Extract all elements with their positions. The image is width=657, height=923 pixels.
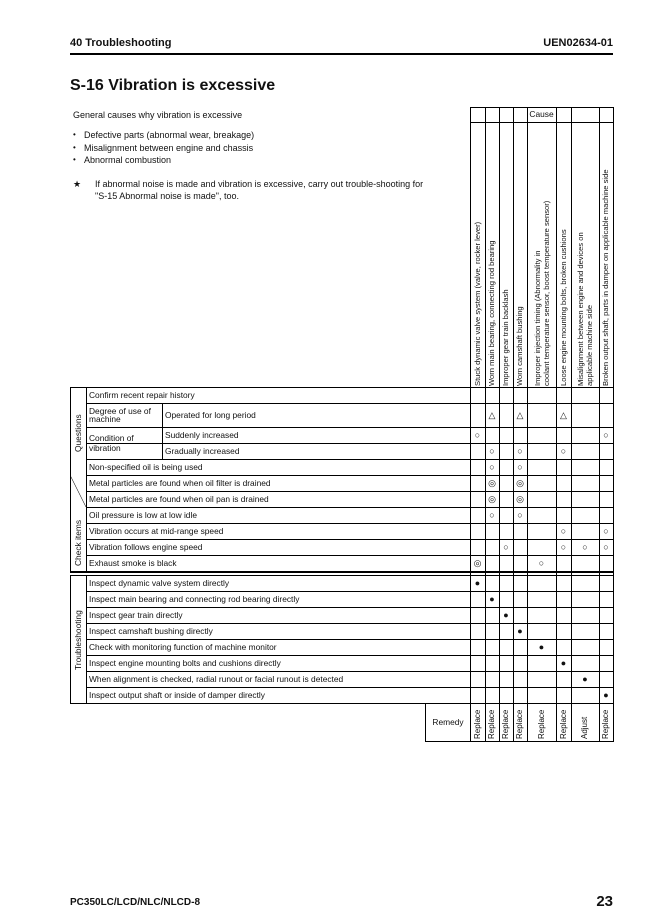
row-group-label — [86, 403, 151, 427]
filled-circle-icon: ● — [538, 642, 545, 652]
section-border — [70, 575, 71, 703]
row-line — [470, 703, 614, 704]
circle-icon: ○ — [489, 446, 495, 456]
triangle-icon: △ — [488, 410, 496, 420]
row-label: Inspect main bearing and connecting rod bearing directly — [89, 594, 300, 604]
circle-icon: ○ — [603, 542, 609, 552]
page-number: 23 — [596, 893, 613, 910]
cause-label-line: coolant temperature sensor, boost temperature sensor) — [541, 200, 550, 386]
list-item: • Misalignment between engine and chassis — [73, 142, 254, 155]
remedy-value: Replace — [515, 709, 524, 739]
row-label: Confirm recent repair history — [89, 390, 195, 400]
remedy-col-line — [556, 703, 557, 741]
cause-label-line: Misalignment between engine and devices on — [576, 232, 585, 386]
footer-model: PC350LC/LCD/NLC/NLCD-8 — [70, 897, 201, 908]
cause-label-line: Worn main bearing, connecting rod bearing — [487, 240, 496, 386]
cause-label-line: Improper gear train backlash — [501, 289, 510, 386]
cause-label-line: Broken output shaft, parts in damper on applicable machine side — [601, 169, 610, 386]
column-line — [571, 107, 572, 703]
row-label: When alignment is checked, radial runout or facial runout is detected — [89, 674, 344, 684]
header-rule — [70, 53, 613, 55]
row-label: Operated for long period — [165, 410, 256, 420]
row-line — [70, 703, 470, 704]
intro-text: General causes why vibration is excessive — [73, 110, 243, 120]
filled-circle-icon: ● — [503, 610, 509, 620]
filled-circle-icon: ● — [474, 578, 481, 588]
row-group-line: Degree of use of — [89, 405, 151, 416]
double-circle-icon: ◎ — [516, 478, 524, 488]
page-title: S-16 Vibration is excessive — [70, 77, 276, 94]
circle-icon: ○ — [603, 430, 609, 440]
cause-header-border — [470, 107, 614, 108]
column-line — [470, 107, 471, 741]
row-label: Suddenly increased — [165, 430, 239, 440]
filled-circle-icon: ● — [517, 626, 523, 636]
star-icon: ★ — [73, 179, 82, 189]
row-label: Gradually increased — [165, 446, 240, 456]
row-label: Inspect gear train directly — [89, 610, 183, 620]
row-group-line: Condition of — [89, 433, 134, 443]
row-label: Inspect engine mounting bolts and cushions directly — [89, 658, 281, 668]
circle-icon: ○ — [517, 446, 523, 456]
note-text: If abnormal noise is made and vibration is excessive, carry out trouble-shooting for "S-15 Abnormal noise is made", too. — [95, 179, 424, 201]
circle-icon: ○ — [560, 542, 567, 552]
section-label-questions: Questions — [73, 414, 83, 452]
cause-label-line: Stuck dynamic valve system (valve, rocker lever) — [472, 221, 482, 386]
column-line — [613, 107, 614, 703]
cause-label — [516, 306, 525, 386]
row-label: Inspect camshaft bushing directly — [89, 626, 213, 636]
filled-circle-icon: ● — [582, 674, 588, 684]
remedy-value: Replace — [487, 709, 496, 739]
section-divider — [70, 475, 86, 507]
remedy-label: Remedy — [432, 717, 464, 727]
row-group-label — [86, 427, 134, 459]
cause-label — [488, 241, 497, 387]
general-causes-list — [73, 129, 254, 167]
filled-circle-icon: ● — [560, 658, 567, 668]
column-line — [599, 107, 600, 703]
triangle-icon: △ — [560, 410, 567, 420]
remedy-col-line — [513, 703, 514, 741]
circle-icon: ○ — [503, 542, 509, 552]
row-label: Metal particles are found when oil pan is drained — [89, 494, 269, 504]
doc-code: UEN02634-01 — [543, 37, 613, 49]
circle-icon: ○ — [517, 510, 523, 520]
circle-icon: ○ — [560, 526, 567, 536]
circle-icon: ○ — [538, 558, 545, 568]
triangle-icon: △ — [516, 410, 524, 420]
cause-label — [602, 169, 611, 386]
row-label: Vibration occurs at mid-range speed — [89, 526, 224, 536]
cause-header: Cause — [529, 109, 554, 119]
cause-label-line: Worn camshaft bushing — [515, 306, 524, 386]
circle-icon: ○ — [517, 462, 523, 472]
remedy-col-line — [599, 703, 600, 741]
circle-icon: ○ — [560, 446, 567, 456]
cause-label — [502, 289, 511, 386]
cause-label-line: applicable machine side — [584, 304, 594, 386]
double-circle-icon: ◎ — [488, 494, 496, 504]
circle-icon: ○ — [489, 510, 495, 520]
remedy-value: Replace — [558, 709, 568, 739]
row-label: Check with monitoring function of machine monitor — [89, 642, 277, 652]
remedy-value: Replace — [536, 709, 546, 739]
list-item: • Abnormal combustion — [73, 154, 254, 167]
remedy-border — [425, 741, 614, 742]
remedy-col-line — [527, 703, 528, 741]
double-circle-icon: ◎ — [488, 478, 496, 488]
list-item: • Defective parts (abnormal wear, breakage) — [73, 129, 254, 142]
circle-icon: ○ — [603, 526, 609, 536]
cause-label-line: Loose engine mounting bolts, broken cushions — [558, 229, 568, 386]
remedy-value: Replace — [501, 709, 510, 739]
row-line — [70, 571, 614, 573]
cause-header-border — [470, 122, 614, 123]
section-label-troubleshooting: Troubleshooting — [73, 610, 83, 670]
row-label: Metal particles are found when oil filter is drained — [89, 478, 271, 488]
column-line — [527, 107, 528, 703]
remedy-col-line — [499, 703, 500, 741]
row-label: Oil pressure is low at low idle — [89, 510, 197, 520]
remedy-col-line — [571, 703, 572, 741]
row-group-line: machine — [89, 414, 121, 424]
remedy-value: Replace — [472, 709, 482, 739]
row-label: Non-specified oil is being used — [89, 462, 203, 472]
row-label: Exhaust smoke is black — [89, 558, 177, 568]
remedy-value: Adjust — [580, 716, 589, 739]
row-group-line: vibration — [89, 443, 121, 453]
cause-label-line: Improper injection timing (Abnormality in — [532, 250, 542, 386]
remedy-col-line — [485, 703, 486, 741]
double-circle-icon: ◎ — [473, 558, 482, 568]
circle-icon: ○ — [489, 462, 495, 472]
filled-circle-icon: ● — [489, 594, 495, 604]
filled-circle-icon: ● — [603, 690, 609, 700]
remedy-value: Replace — [601, 709, 610, 739]
row-label: Vibration follows engine speed — [89, 542, 203, 552]
double-circle-icon: ◎ — [516, 494, 524, 504]
row-label: Inspect dynamic valve system directly — [89, 578, 230, 588]
circle-icon: ○ — [582, 542, 588, 552]
circle-icon: ○ — [474, 430, 481, 440]
cause-label — [474, 222, 483, 386]
remedy-col-line — [470, 703, 471, 741]
cause-label — [560, 229, 569, 386]
section-label-check-items: Check items — [73, 519, 83, 566]
cause-label — [534, 201, 551, 386]
cause-label — [577, 232, 594, 386]
row-label: Inspect output shaft or inside of damper directly — [89, 690, 265, 700]
remedy-col-line — [613, 703, 614, 741]
note — [73, 178, 433, 202]
section-header: 40 Troubleshooting — [70, 37, 172, 49]
